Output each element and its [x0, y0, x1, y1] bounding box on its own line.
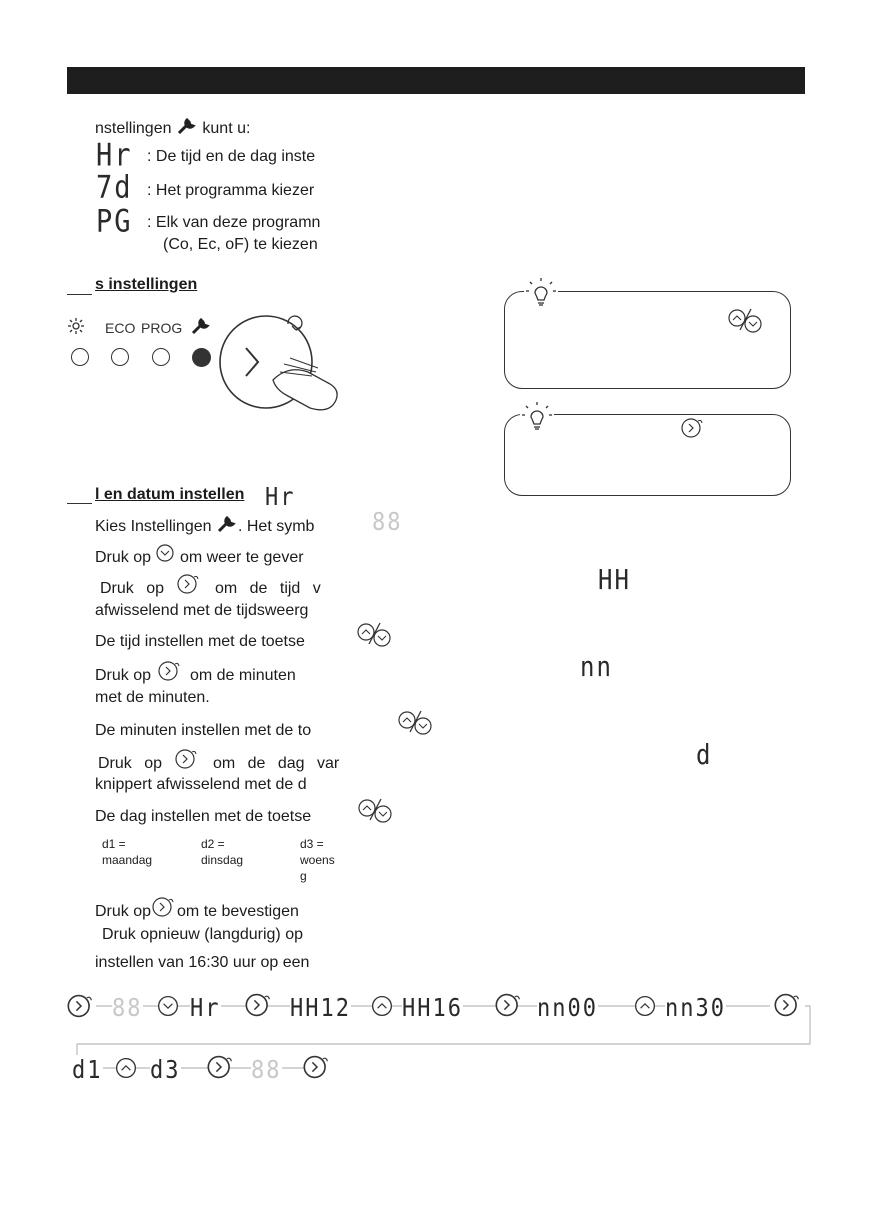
step-2: Druk op om weer te gever: [95, 544, 304, 568]
display-88: 88: [372, 508, 403, 537]
seq-display-nn30: nn30: [665, 994, 726, 1023]
seq-display-hh16: HH16: [402, 994, 463, 1023]
code-hr-heading: Hr: [265, 483, 296, 512]
display-d: d: [696, 738, 713, 772]
code-hr: Hr: [96, 137, 133, 174]
code-7d: 7d: [96, 169, 133, 206]
step-10: Druk opnieuw (langdurig) op: [102, 926, 303, 943]
seq-display-hh12: HH12: [290, 994, 351, 1023]
step-7: Druk op om de dag var: [98, 748, 339, 774]
up-button-icon: [371, 995, 393, 1017]
section2-title: l en datum instellen: [95, 486, 245, 503]
display-hh: HH: [598, 563, 631, 597]
section1-title: s instellingen: [95, 276, 198, 293]
up-button-icon: [634, 995, 656, 1017]
seq-display-88-end: 88: [251, 1056, 282, 1085]
display-nn: nn: [580, 650, 613, 684]
step-4: De tijd instellen met de toetse: [95, 633, 305, 650]
step-8: De dag instellen met de toetse: [95, 808, 312, 825]
step-3-line2: afwisselend met de tijdsweerg: [95, 602, 309, 619]
next-button-icon: [244, 992, 274, 1018]
step-7-line2: knippert afwisselend met de d: [95, 776, 307, 793]
intro-item-2: : Het programma kiezer: [147, 182, 315, 199]
intro-item-3: : Elk van deze programn: [147, 214, 321, 231]
step-9: Druk op om te bevestigen: [95, 896, 299, 922]
step-6: De minuten instellen met de to: [95, 722, 312, 739]
intro-item-1: : De tijd en de dag inste: [147, 148, 316, 165]
day-3: d3 = woens g: [300, 837, 335, 883]
intro-lead: nstellingen kunt u:: [95, 117, 250, 139]
intro-item-3-line2: (Co, Ec, oF) te kiezen: [163, 236, 318, 253]
step-1: Kies Instellingen . Het symb: [95, 515, 314, 537]
next-button-icon: [66, 993, 96, 1019]
seq-display-nn00: nn00: [537, 994, 598, 1023]
next-button-icon: [206, 1054, 236, 1080]
eco-label: ECO: [105, 320, 136, 336]
next-button-icon: [302, 1054, 332, 1080]
day-1: d1 = maandag: [102, 837, 153, 867]
step-11: instellen van 16:30 uur op een: [95, 954, 310, 971]
step-5: Druk op om de minuten: [95, 660, 296, 686]
day-2: d2 = dinsdag: [201, 837, 244, 867]
seq-display-d3: d3: [150, 1056, 181, 1085]
up-button-icon: [115, 1057, 137, 1079]
step-5-line2: met de minuten.: [95, 689, 210, 706]
step-3: Druk op om de tijd v: [100, 573, 321, 599]
seq-display-d1: d1: [72, 1056, 103, 1085]
prog-label: PROG: [141, 320, 183, 336]
next-button-icon: [773, 992, 803, 1018]
down-button-icon: [157, 995, 179, 1017]
seq-display-88: 88: [112, 994, 143, 1023]
seq-display-hr: Hr: [190, 994, 221, 1023]
next-button-icon: [494, 992, 524, 1018]
code-pg: PG: [96, 203, 133, 240]
